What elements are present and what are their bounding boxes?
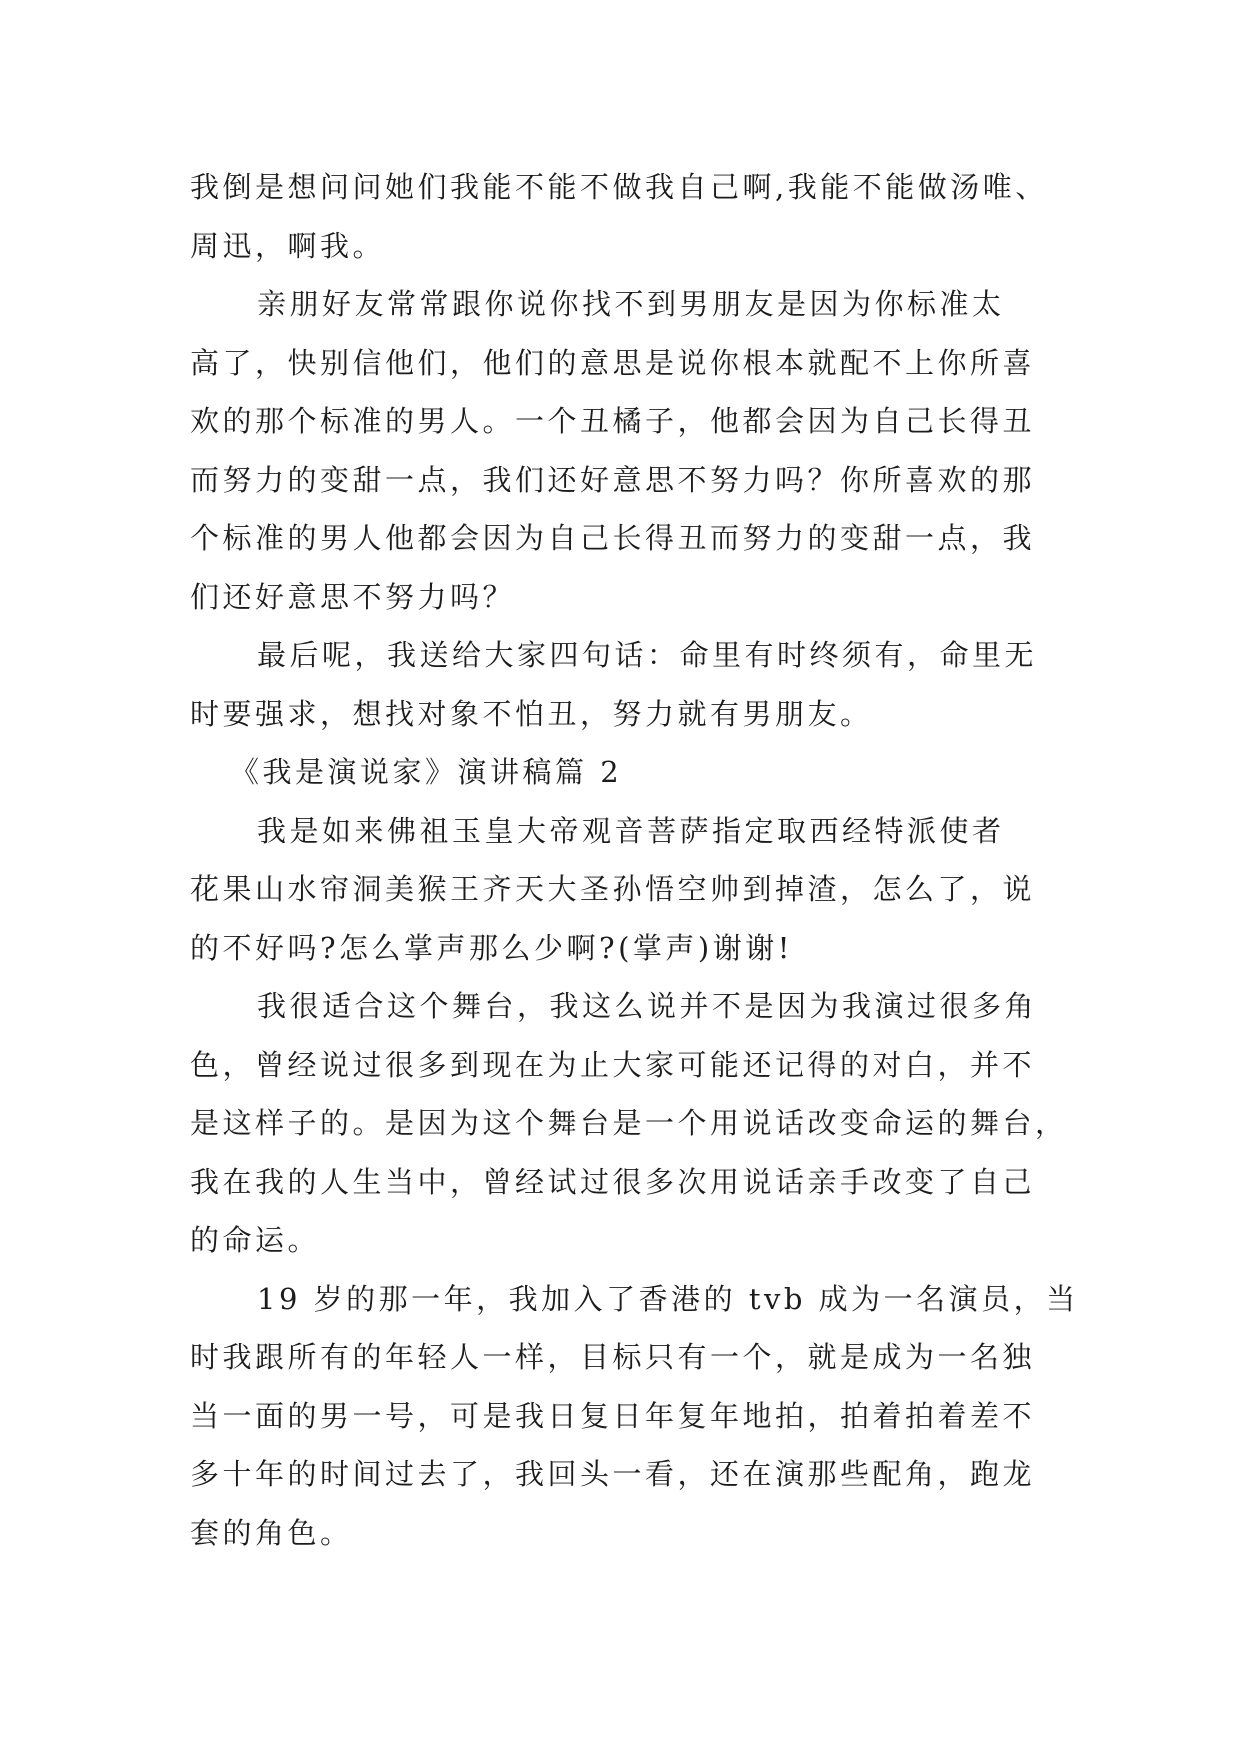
text-line: 当一面的男一号，可是我日复日年复年地拍，拍着拍着差不 bbox=[190, 1398, 1036, 1433]
text-line: 亲朋好友常常跟你说你找不到男朋友是因为你标准太 bbox=[257, 287, 1005, 321]
paragraph bbox=[190, 626, 1090, 743]
section-heading bbox=[190, 743, 1090, 802]
text-line: 们还好意思不努力吗？ bbox=[190, 579, 516, 614]
text-line: 我是如来佛祖玉皇大帝观音菩萨指定取西经特派使者 bbox=[257, 813, 1005, 848]
paragraph bbox=[190, 802, 1090, 978]
paragraph bbox=[190, 977, 1090, 1270]
text-line: 19 岁的那一年，我加入了香港的 tvb 成为一名演员，当 bbox=[257, 1281, 1079, 1316]
document-body bbox=[190, 158, 1090, 1562]
text-line: 个标准的男人他都会因为自己长得丑而努力的变甜一点，我 bbox=[190, 521, 1036, 555]
text-line: 色，曾经说过很多到现在为止大家可能还记得的对白，并不 bbox=[190, 1047, 1036, 1082]
text-line: 多十年的时间过去了，我回头一看，还在演那些配角，跑龙 bbox=[190, 1457, 1036, 1491]
text-line: 高了，快别信他们，他们的意思是说你根本就配不上你所喜 bbox=[190, 345, 1036, 380]
text-line: 我在我的人生当中，曾经试过很多次用说话亲手改变了自己 bbox=[190, 1164, 1036, 1199]
text-line: 我很适合这个舞台，我这么说并不是因为我演过很多角 bbox=[257, 989, 1038, 1023]
text-line: 是这样子的。是因为这个舞台是一个用说话改变命运的舞台， bbox=[190, 1106, 1068, 1140]
text-line: 欢的那个标准的男人。一个丑橘子，他都会因为自己长得丑 bbox=[190, 404, 1036, 438]
paragraph bbox=[190, 275, 1090, 626]
text-line: 时我跟所有的年轻人一样，目标只有一个，就是成为一名独 bbox=[190, 1340, 1036, 1374]
paragraph bbox=[190, 1270, 1090, 1563]
text-line: 花果山水帘洞美猴王齐天大圣孙悟空帅到掉渣，怎么了，说 bbox=[190, 872, 1036, 906]
text-line: 最后呢，我送给大家四句话：命里有时终须有，命里无 bbox=[257, 638, 1038, 672]
text-line: 套的角色。 bbox=[190, 1515, 353, 1550]
paragraph bbox=[190, 158, 1090, 275]
text-line: 的命运。 bbox=[190, 1223, 321, 1257]
text-line: 周迅，啊我。 bbox=[190, 228, 386, 263]
text-line: 时要强求，想找对象不怕丑，努力就有男朋友。 bbox=[190, 696, 873, 731]
section-title: 《我是演说家》演讲稿篇 2 bbox=[230, 755, 623, 789]
text-line: 而努力的变甜一点，我们还好意思不努力吗？你所喜欢的那 bbox=[190, 462, 1036, 497]
text-line: 我倒是想问问她们我能不能不做我自己啊,我能不能做汤唯、 bbox=[190, 170, 1048, 204]
text-line: 的不好吗?怎么掌声那么少啊?(掌声)谢谢! bbox=[190, 930, 793, 965]
